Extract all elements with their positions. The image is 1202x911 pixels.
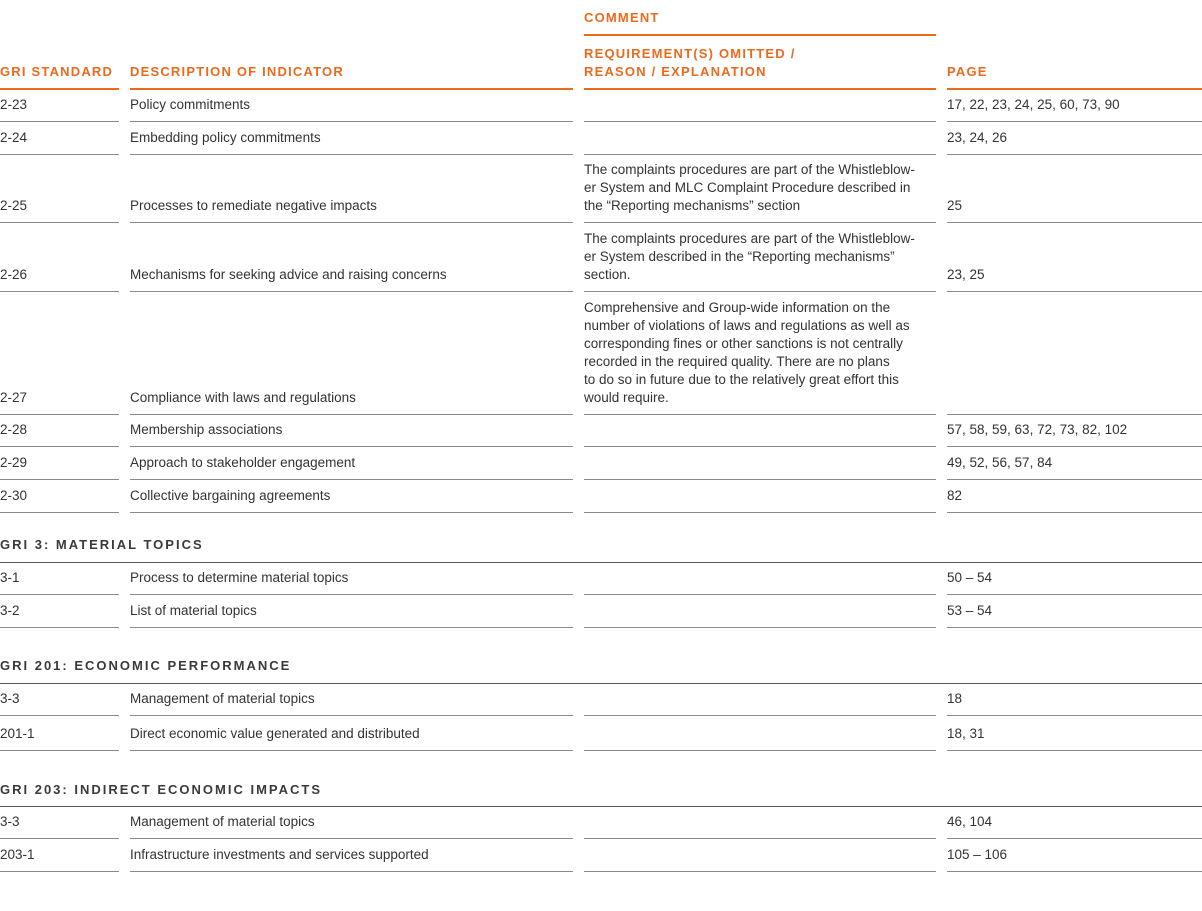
row-code: 2-27 [0, 390, 28, 405]
row-code: 2-24 [0, 130, 28, 145]
row-page: 25 [947, 198, 963, 213]
row-comment: Comprehensive and Group-wide information on the number of violations of laws and regulations as well as corresponding fines or other sanctions is not centrally recorded in the required quality. There are no plans to do so in future due to the relatively great effort this would require. [584, 300, 910, 405]
row-description: Management of material topics [130, 691, 315, 706]
row-description: Approach to stakeholder engagement [130, 455, 356, 470]
row-page: 23, 24, 26 [947, 130, 1008, 145]
row-description: Embedding policy commitments [130, 130, 321, 145]
row-description: Processes to remediate negative impacts [130, 198, 377, 213]
row-description: Direct economic value generated and distributed [130, 726, 420, 741]
requirements-header: REQUIREMENT(S) OMITTED / [584, 46, 796, 61]
row-code: 2-28 [0, 422, 28, 437]
row-description: Mechanisms for seeking advice and raising concerns [130, 267, 447, 282]
row-code: 2-29 [0, 455, 28, 470]
page-header: PAGE [947, 64, 988, 79]
row-page: 18, 31 [947, 726, 985, 741]
row-code: 3-1 [0, 570, 20, 585]
row-code: 203-1 [0, 847, 35, 862]
row-description: Compliance with laws and regulations [130, 390, 356, 405]
row-code: 3-3 [0, 814, 20, 829]
row-page: 57, 58, 59, 63, 72, 73, 82, 102 [947, 422, 1128, 437]
description-header: DESCRIPTION OF INDICATOR [130, 64, 344, 79]
row-page: 18 [947, 691, 963, 706]
section-title: GRI 203: INDIRECT ECONOMIC IMPACTS [0, 782, 323, 797]
row-page: 17, 22, 23, 24, 25, 60, 73, 90 [947, 97, 1120, 112]
header-rule [584, 88, 936, 90]
row-code: 2-26 [0, 267, 28, 282]
section-title: GRI 3: MATERIAL TOPICS [0, 537, 204, 552]
row-description: Policy commitments [130, 97, 251, 112]
row-code: 3-2 [0, 603, 20, 618]
row-page: 49, 52, 56, 57, 84 [947, 455, 1053, 470]
row-page: 23, 25 [947, 267, 985, 282]
section-title: GRI 201: ECONOMIC PERFORMANCE [0, 658, 292, 673]
row-page: 50 – 54 [947, 570, 993, 585]
row-code: 201-1 [0, 726, 35, 741]
row-description: Membership associations [130, 422, 283, 437]
row-description: Collective bargaining agreements [130, 488, 331, 503]
row-page: 105 – 106 [947, 847, 1008, 862]
row-comment: The complaints procedures are part of the Whistleblow- er System described in the “Reporting mechanisms” section. [584, 231, 915, 282]
row-page: 82 [947, 488, 963, 503]
row-description: Management of material topics [130, 814, 315, 829]
header-rule [130, 88, 573, 90]
comment-header-rule [584, 34, 936, 36]
row-code: 3-3 [0, 691, 20, 706]
row-page: 46, 104 [947, 814, 993, 829]
row-description: List of material topics [130, 603, 257, 618]
comment-header: COMMENT [584, 10, 660, 25]
row-page: 53 – 54 [947, 603, 993, 618]
row-code: 2-30 [0, 488, 28, 503]
row-description: Infrastructure investments and services supported [130, 847, 429, 862]
header-rule [0, 88, 119, 90]
header-rule [947, 88, 1202, 90]
row-comment: The complaints procedures are part of the Whistleblow- er System and MLC Complaint Procedure described in the “Reporting mechanisms” section [584, 162, 915, 213]
row-description: Process to determine material topics [130, 570, 349, 585]
reason-header: REASON / EXPLANATION [584, 64, 767, 79]
row-code: 2-25 [0, 198, 28, 213]
gri-standard-header: GRI STANDARD [0, 64, 114, 79]
row-code: 2-23 [0, 97, 28, 112]
